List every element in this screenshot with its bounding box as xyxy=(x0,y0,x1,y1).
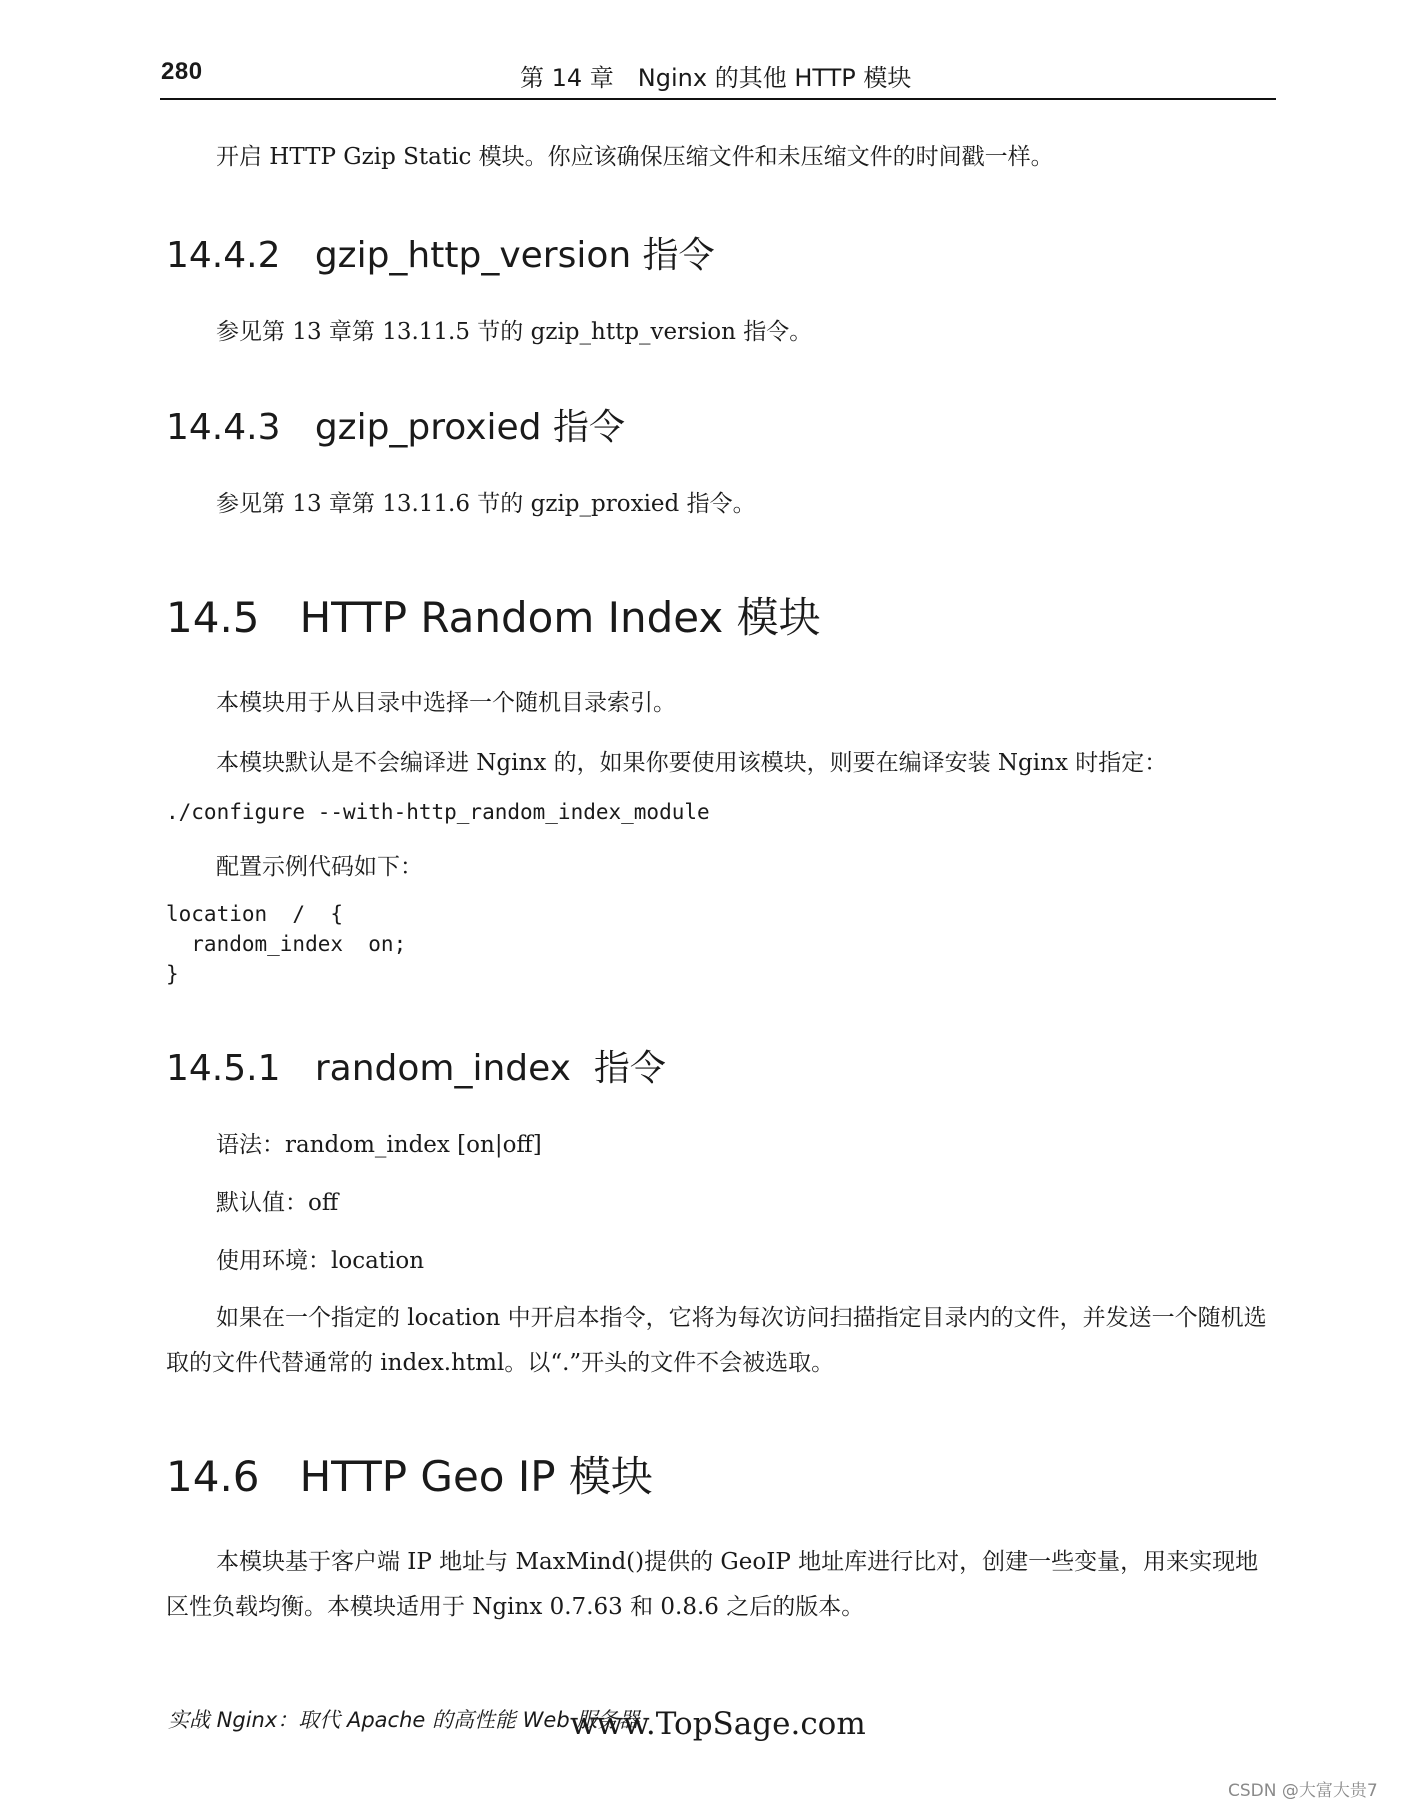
header-rule xyxy=(160,98,1276,100)
heading-14-5-1: 14.5.1 random_index 指令 xyxy=(166,1048,666,1089)
heading-14-5: 14.5 HTTP Random Index 模块 xyxy=(166,593,821,642)
paragraph-14-5-compile: 本模块默认是不会编译进 Nginx 的，如果你要使用该模块，则要在编译安装 Nginx 时指定： xyxy=(216,750,1168,776)
heading-14-6: 14.6 HTTP Geo IP 模块 xyxy=(166,1452,653,1501)
syntax-line: 语法：random_index [on|off] xyxy=(216,1132,542,1158)
configure-command: ./configure --with-http_random_index_module xyxy=(166,800,710,824)
code-block xyxy=(166,899,406,989)
code-line: location / { xyxy=(166,902,344,926)
heading-14-4-2: 14.4.2 gzip_http_version 指令 xyxy=(166,235,715,276)
paragraph-14-5-intro: 本模块用于从目录中选择一个随机目录索引。 xyxy=(216,690,676,716)
intro-paragraph: 开启 HTTP Gzip Static 模块。你应该确保压缩文件和未压缩文件的时间戳一样。 xyxy=(216,144,1054,170)
code-line: random_index on; xyxy=(166,932,407,956)
footer-book-title: 实战 Nginx：取代 Apache 的高性能 Web 服务器 xyxy=(168,1708,640,1732)
context-line: 使用环境：location xyxy=(216,1248,425,1274)
page-number: 280 xyxy=(161,58,203,85)
running-title: 第 14 章 Nginx 的其他 HTTP 模块 xyxy=(520,64,912,92)
footer-site: www.TopSage.com xyxy=(570,1706,866,1742)
default-line: 默认值：off xyxy=(216,1190,339,1216)
csdn-watermark: CSDN @大富大贵7 xyxy=(1228,1781,1378,1801)
heading-14-4-3: 14.4.3 gzip_proxied 指令 xyxy=(166,407,625,448)
paragraph-14-6: 本模块基于客户端 IP 地址与 MaxMind()提供的 GeoIP 地址库进行比对，创建一些变量，用来实现地区性负载均衡。本模块适用于 Nginx 0.7.63 和 0.8.6 之后的版本。 xyxy=(166,1549,1259,1620)
paragraph-14-4-3: 参见第 13 章第 13.11.6 节的 gzip_proxied 指令。 xyxy=(216,491,756,517)
code-line: } xyxy=(166,962,179,986)
paragraph-14-4-2: 参见第 13 章第 13.11.5 节的 gzip_http_version 指令。 xyxy=(216,319,813,345)
description-paragraph: 如果在一个指定的 location 中开启本指令，它将为每次访问扫描指定目录内的文件，并发送一个随机选取的文件代替通常的 index.html。以“.”开头的文件不会被选取。 xyxy=(166,1305,1267,1376)
example-intro: 配置示例代码如下： xyxy=(216,854,423,880)
